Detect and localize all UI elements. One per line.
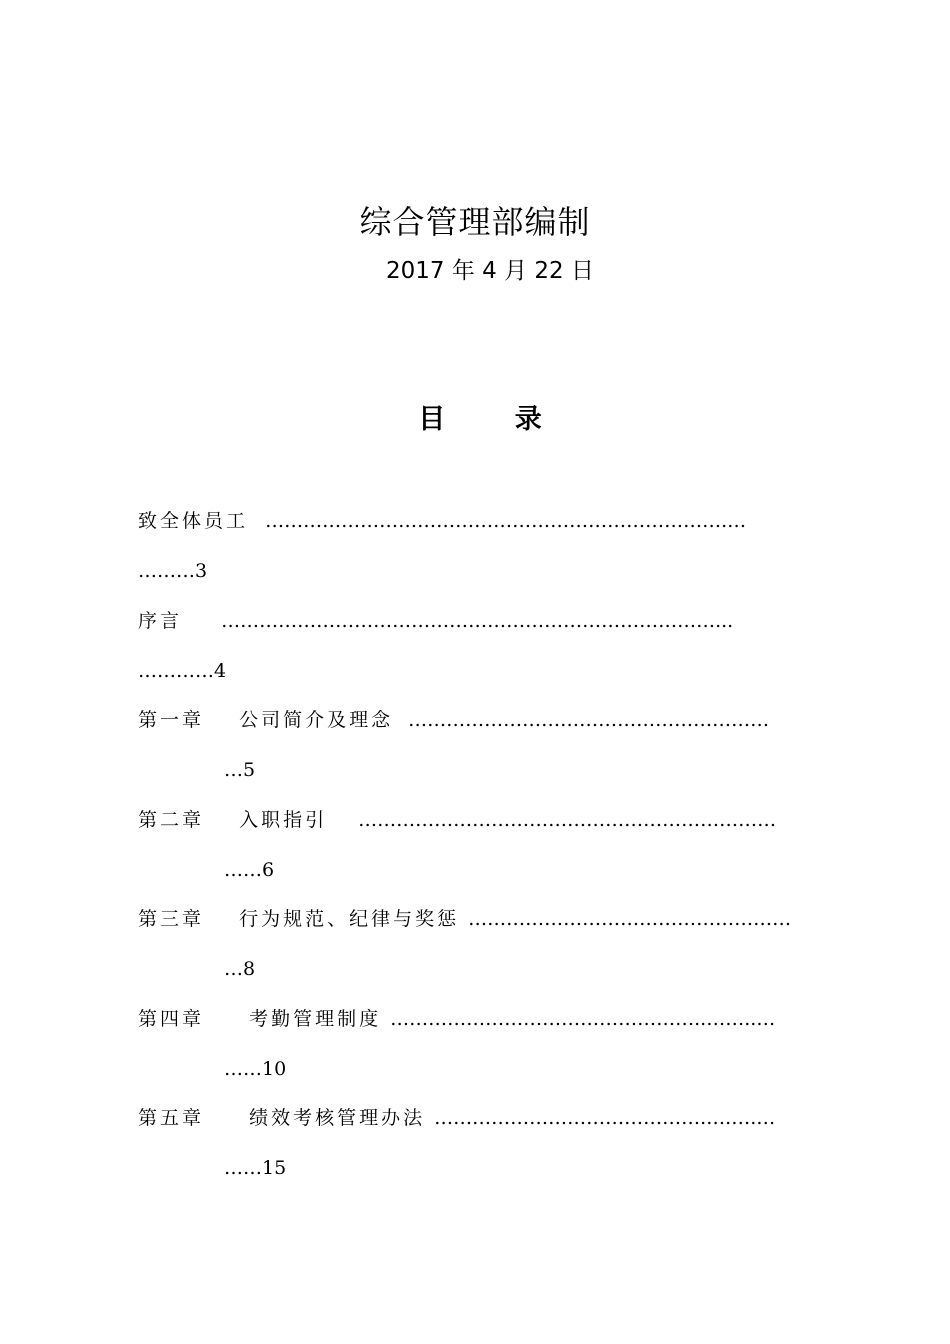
toc-entry-chapter: 第五章 <box>138 1107 205 1129</box>
toc-entry-chapter: 第二章 <box>138 809 205 831</box>
toc-entry[interactable] <box>138 606 733 636</box>
toc-entry-page: ……10 <box>224 1058 287 1080</box>
toc-entry-leader: ……………………………………………………………….… <box>265 510 747 532</box>
toc-entry-title: 致全体员工 <box>138 510 249 532</box>
document-title: 综合管理部编制 <box>359 203 591 241</box>
toc-entry-chapter: 第四章 <box>138 1008 205 1030</box>
toc-entry-chapter: 第一章 <box>138 709 205 731</box>
toc-entry-title: 行为规范、纪律与奖惩 <box>239 908 460 930</box>
toc-entry-title: 入职指引 <box>239 809 328 831</box>
document-date: 2017 年 4 月 22 日 <box>386 258 594 284</box>
toc-entry[interactable] <box>138 1103 775 1133</box>
toc-entry-title: 考勤管理制度 <box>249 1008 382 1030</box>
toc-entry-page: ……15 <box>224 1157 287 1179</box>
toc-entry[interactable] <box>138 1004 775 1034</box>
toc-entry-title: 绩效考核管理办法 <box>249 1107 426 1129</box>
toc-entry-title: 序言 <box>138 610 183 632</box>
toc-entry[interactable] <box>138 805 776 835</box>
toc-entry-page: ………3 <box>138 560 208 582</box>
toc-entry-chapter: 第三章 <box>138 908 205 930</box>
toc-entry-leader: …………………………………………… <box>468 908 792 930</box>
toc-entry-leader: ……………………………………………………………………... <box>221 610 734 632</box>
toc-entry-leader: …………………………………….….….… <box>434 1107 776 1129</box>
toc-entry-leader: …………………………………………..……..… <box>390 1008 776 1030</box>
toc-entry-page: …8 <box>224 958 256 980</box>
toc-entry-leader: ………………………………………………………… <box>358 809 777 831</box>
toc-entry-leader: ………………………………………………… <box>408 709 770 731</box>
toc-entry-page: …………4 <box>138 660 227 682</box>
toc-entry[interactable] <box>138 904 791 934</box>
toc-entry[interactable] <box>138 506 746 536</box>
toc-entry[interactable] <box>138 705 769 735</box>
toc-heading: 目 录 <box>418 404 572 435</box>
toc-entry-page: …5 <box>224 759 256 781</box>
toc-entry-page: ……6 <box>224 859 275 881</box>
toc-entry-title: 公司简介及理念 <box>239 709 394 731</box>
